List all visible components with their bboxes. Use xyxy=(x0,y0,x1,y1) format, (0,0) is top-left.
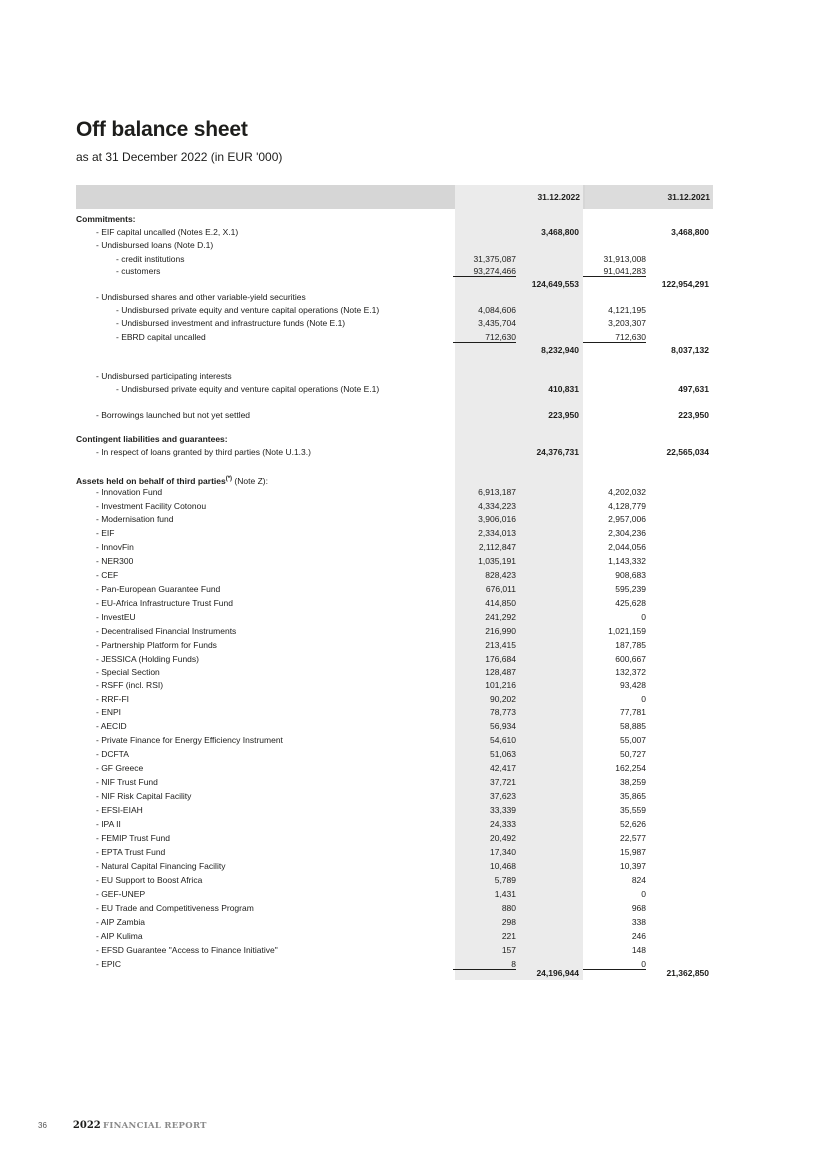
row-label-text: - IPA II xyxy=(96,819,121,829)
table-row xyxy=(0,227,825,238)
report-year: 2022 xyxy=(72,1120,101,1131)
row-label-text: - NIF Risk Capital Facility xyxy=(96,791,192,801)
detail-value-2021: 0 xyxy=(641,889,646,899)
row-label xyxy=(96,903,254,914)
table-row xyxy=(0,266,825,277)
table-row xyxy=(0,640,825,651)
page-number: 36 xyxy=(38,1121,47,1130)
row-label-text: - GF Greece xyxy=(96,763,144,773)
row-label xyxy=(96,487,162,498)
detail-value-2021: 35,559 xyxy=(620,805,646,815)
row-label-text: - Undisbursed shares and other variable-yield securities xyxy=(96,292,306,302)
detail-value-2022: 213,415 xyxy=(485,640,516,650)
table-row xyxy=(0,707,825,718)
table-row xyxy=(0,875,825,886)
row-label xyxy=(96,945,278,956)
total-value-2022: 24,376,731 xyxy=(536,447,579,457)
row-label-text: Contingent liabilities and guarantees: xyxy=(76,434,228,444)
detail-value-2021: 2,304,236 xyxy=(608,528,646,538)
table-row xyxy=(0,570,825,581)
detail-value-2022: 10,468 xyxy=(490,861,516,871)
detail-value-2021: 1,143,332 xyxy=(608,556,646,566)
row-label-text: - Partnership Platform for Funds xyxy=(96,640,217,650)
table-row xyxy=(0,584,825,595)
detail-value-2021: 1,021,159 xyxy=(608,626,646,636)
table-row xyxy=(0,968,825,979)
detail-value-2021: 10,397 xyxy=(620,861,646,871)
table-row xyxy=(0,833,825,844)
detail-value-2022: 176,684 xyxy=(485,654,516,664)
row-label xyxy=(76,434,228,445)
table-row xyxy=(0,626,825,637)
detail-value-2022: 42,417 xyxy=(490,763,516,773)
table-row xyxy=(0,410,825,421)
row-label-text: - Undisbursed private equity and venture capital operations (Note E.1) xyxy=(116,384,380,394)
page-subtitle: as at 31 December 2022 (in EUR '000) xyxy=(76,150,283,164)
row-label-text: - credit institutions xyxy=(116,254,185,264)
row-label-text: - Undisbursed loans (Note D.1) xyxy=(96,240,214,250)
row-label xyxy=(96,654,199,665)
detail-value-2021: 93,428 xyxy=(620,680,646,690)
total-value-2022: 24,196,944 xyxy=(536,968,579,978)
row-label-text: - Modernisation fund xyxy=(96,514,174,524)
detail-value-2022: 31,375,087 xyxy=(473,254,516,264)
table-row xyxy=(0,777,825,788)
detail-value-2021: 338 xyxy=(631,917,646,927)
total-value-2021: 22,565,034 xyxy=(666,447,709,457)
detail-value-2021: 3,203,307 xyxy=(608,318,646,328)
row-label xyxy=(96,292,306,303)
row-label xyxy=(96,931,143,942)
row-label xyxy=(96,612,136,623)
page-footer xyxy=(38,1120,207,1131)
detail-value-2021: 55,007 xyxy=(620,735,646,745)
detail-value-2022: 93,274,466 xyxy=(453,266,516,277)
row-label xyxy=(96,847,165,858)
table-row xyxy=(0,384,825,395)
detail-value-2022: 3,906,016 xyxy=(478,514,516,524)
detail-value-2021: 77,781 xyxy=(620,707,646,717)
table-row xyxy=(0,889,825,900)
row-label xyxy=(96,763,143,774)
table-row xyxy=(0,721,825,732)
row-label-text: Commitments: xyxy=(76,214,136,224)
detail-value-2022: 414,850 xyxy=(485,598,516,608)
row-label-text: - InvestEU xyxy=(96,612,136,622)
row-label-text: - Innovation Fund xyxy=(96,487,163,497)
detail-value-2021: 600,667 xyxy=(615,654,646,664)
row-label-text: - Private Finance for Energy Efficiency Instrument xyxy=(96,735,283,745)
detail-value-2021: 58,885 xyxy=(620,721,646,731)
row-label-text: - EFSI-EIAH xyxy=(96,805,143,815)
row-label xyxy=(96,777,158,788)
row-label-text: - EU-Africa Infrastructure Trust Fund xyxy=(96,598,233,608)
row-label-text: - RRF-FI xyxy=(96,694,130,704)
row-label-text: - JESSICA (Holding Funds) xyxy=(96,654,199,664)
row-label-text: - EIF capital uncalled (Notes E.2, X.1) xyxy=(96,227,239,237)
detail-value-2022: 24,333 xyxy=(490,819,516,829)
detail-value-2021: 4,128,779 xyxy=(608,501,646,511)
detail-value-2021: 31,913,008 xyxy=(603,254,646,264)
detail-value-2022: 4,084,606 xyxy=(478,305,516,315)
row-label xyxy=(96,598,233,609)
detail-value-2021: 4,121,195 xyxy=(608,305,646,315)
row-label xyxy=(96,447,311,458)
row-label-text: - EPIC xyxy=(96,959,122,969)
table-row xyxy=(0,332,825,343)
row-label-text: - EBRD capital uncalled xyxy=(116,332,206,342)
detail-value-2021: 0 xyxy=(641,612,646,622)
total-value-2022: 410,831 xyxy=(548,384,579,394)
row-label xyxy=(96,791,191,802)
detail-value-2022: 2,334,013 xyxy=(478,528,516,538)
column-header-2022: 31.12.2022 xyxy=(537,192,580,202)
total-value-2022: 223,950 xyxy=(548,410,579,420)
detail-value-2022: 828,423 xyxy=(485,570,516,580)
row-label-text: - NER300 xyxy=(96,556,134,566)
row-label-text: Assets held on behalf of third parties xyxy=(76,475,226,486)
footnote-marker: (*) xyxy=(225,476,233,482)
detail-value-2022: 216,990 xyxy=(485,626,516,636)
table-row xyxy=(0,931,825,942)
detail-value-2021: 712,630 xyxy=(583,332,646,343)
row-label xyxy=(96,528,114,539)
table-row xyxy=(0,735,825,746)
row-label-text: - ENPI xyxy=(96,707,122,717)
row-label-text: - Undisbursed private equity and venture capital operations (Note E.1) xyxy=(116,305,380,315)
row-label-text: - DCFTA xyxy=(96,749,129,759)
detail-value-2022: 6,913,187 xyxy=(478,487,516,497)
row-label xyxy=(96,735,283,746)
table-row xyxy=(0,819,825,830)
detail-value-2021: 187,785 xyxy=(615,640,646,650)
page-title: Off balance sheet xyxy=(76,118,248,141)
row-label-text: - CEF xyxy=(96,570,119,580)
row-label xyxy=(96,626,236,637)
table-row xyxy=(0,542,825,553)
row-label xyxy=(96,680,163,691)
row-label-text: - EIF xyxy=(96,528,115,538)
table-row xyxy=(0,917,825,928)
total-value-2022: 124,649,553 xyxy=(531,279,579,289)
row-label xyxy=(96,833,170,844)
row-label xyxy=(96,805,143,816)
detail-value-2022: 56,934 xyxy=(490,721,516,731)
table-row xyxy=(0,598,825,609)
row-label-text: - Investment Facility Cotonou xyxy=(96,501,207,511)
row-label-text: - Natural Capital Financing Facility xyxy=(96,861,226,871)
detail-value-2022: 2,112,847 xyxy=(478,542,516,552)
detail-value-2021: 35,865 xyxy=(620,791,646,801)
detail-value-2021: 22,577 xyxy=(620,833,646,843)
detail-value-2022: 712,630 xyxy=(453,332,516,343)
row-label-text: - Special Section xyxy=(96,667,160,677)
detail-value-2021: 15,987 xyxy=(620,847,646,857)
row-label xyxy=(96,749,129,760)
row-label xyxy=(96,707,121,718)
row-label xyxy=(116,384,379,395)
row-label-text: - RSFF (incl. RSI) xyxy=(96,680,164,690)
row-label xyxy=(96,667,160,678)
detail-value-2022: 37,721 xyxy=(490,777,516,787)
row-label-text: - EFSD Guarantee "Access to Finance Initiative" xyxy=(96,945,278,955)
row-label-text: - EU Support to Boost Africa xyxy=(96,875,203,885)
detail-value-2021: 824 xyxy=(631,875,646,885)
row-label xyxy=(96,721,127,732)
row-label-text: - AIP Kulima xyxy=(96,931,143,941)
table-row xyxy=(0,345,825,356)
table-row xyxy=(0,680,825,691)
detail-value-2021: 246 xyxy=(631,931,646,941)
table-row xyxy=(0,945,825,956)
detail-value-2022: 90,202 xyxy=(490,694,516,704)
detail-value-2022: 101,216 xyxy=(485,680,516,690)
row-label-text: - Decentralised Financial Instruments xyxy=(96,626,237,636)
detail-value-2021: 162,254 xyxy=(615,763,646,773)
report-title: FINANCIAL REPORT xyxy=(102,1121,207,1131)
row-label xyxy=(76,474,268,487)
detail-value-2022: 8 xyxy=(453,959,516,970)
table-row xyxy=(0,214,825,225)
table-row xyxy=(0,612,825,623)
table-row xyxy=(0,694,825,705)
row-label xyxy=(96,556,133,567)
row-label-text: - Pan-European Guarantee Fund xyxy=(96,584,221,594)
row-label xyxy=(116,254,185,265)
total-value-2021: 3,468,800 xyxy=(671,227,709,237)
row-label xyxy=(96,694,129,705)
row-label-text: - InnovFin xyxy=(96,542,134,552)
table-row xyxy=(0,305,825,316)
table-row xyxy=(0,763,825,774)
table-row xyxy=(0,847,825,858)
table-row xyxy=(0,254,825,265)
total-value-2021: 8,037,132 xyxy=(671,345,709,355)
total-value-2021: 122,954,291 xyxy=(661,279,709,289)
total-value-2022: 8,232,940 xyxy=(541,345,579,355)
detail-value-2021: 595,239 xyxy=(615,584,646,594)
row-label-text: - AECID xyxy=(96,721,127,731)
table-row xyxy=(0,447,825,458)
row-label xyxy=(96,875,202,886)
row-label xyxy=(96,227,238,238)
table-row xyxy=(0,805,825,816)
table-row xyxy=(0,903,825,914)
row-label-text: - FEMIP Trust Fund xyxy=(96,833,171,843)
row-label xyxy=(96,371,232,382)
row-label-text: - Borrowings launched but not yet settled xyxy=(96,410,251,420)
row-label-text: - NIF Trust Fund xyxy=(96,777,158,787)
row-label xyxy=(96,570,118,581)
detail-value-2021: 91,041,283 xyxy=(583,266,646,277)
row-label-text: - EPTA Trust Fund xyxy=(96,847,166,857)
table-row xyxy=(0,292,825,303)
detail-value-2022: 1,035,191 xyxy=(478,556,516,566)
row-label-note: (Note Z): xyxy=(232,475,268,486)
table-row xyxy=(0,556,825,567)
table-row xyxy=(0,749,825,760)
detail-value-2022: 17,340 xyxy=(490,847,516,857)
table-row xyxy=(0,501,825,512)
detail-value-2021: 2,044,056 xyxy=(608,542,646,552)
total-value-2021: 497,631 xyxy=(678,384,709,394)
detail-value-2021: 4,202,032 xyxy=(608,487,646,497)
row-label xyxy=(96,410,250,421)
detail-value-2022: 128,487 xyxy=(485,667,516,677)
detail-value-2022: 241,292 xyxy=(485,612,516,622)
detail-value-2021: 2,957,006 xyxy=(608,514,646,524)
total-value-2021: 21,362,850 xyxy=(666,968,709,978)
detail-value-2022: 3,435,704 xyxy=(478,318,516,328)
table-row xyxy=(0,654,825,665)
detail-value-2021: 52,626 xyxy=(620,819,646,829)
detail-value-2022: 20,492 xyxy=(490,833,516,843)
detail-value-2021: 425,628 xyxy=(615,598,646,608)
detail-value-2021: 50,727 xyxy=(620,749,646,759)
row-label xyxy=(76,214,136,225)
detail-value-2022: 5,789 xyxy=(494,875,516,885)
total-value-2022: 3,468,800 xyxy=(541,227,579,237)
detail-value-2022: 298 xyxy=(501,917,516,927)
detail-value-2021: 0 xyxy=(641,694,646,704)
table-row xyxy=(0,667,825,678)
table-row xyxy=(0,318,825,329)
detail-value-2021: 0 xyxy=(583,959,646,970)
total-value-2021: 223,950 xyxy=(678,410,709,420)
row-label xyxy=(96,542,134,553)
row-label-text: - Undisbursed participating interests xyxy=(96,371,232,381)
detail-value-2022: 221 xyxy=(501,931,516,941)
row-label xyxy=(96,240,213,251)
row-label xyxy=(116,318,345,329)
detail-value-2022: 78,773 xyxy=(490,707,516,717)
row-label xyxy=(96,819,121,830)
row-label xyxy=(96,640,217,651)
row-label xyxy=(96,514,174,525)
row-label-text: - GEF-UNEP xyxy=(96,889,146,899)
detail-value-2022: 37,623 xyxy=(490,791,516,801)
detail-value-2022: 4,334,223 xyxy=(478,501,516,511)
table-row xyxy=(0,434,825,445)
row-label xyxy=(96,917,145,928)
table-row xyxy=(0,240,825,251)
row-label-text: - EU Trade and Competitiveness Program xyxy=(96,903,254,913)
detail-value-2022: 33,339 xyxy=(490,805,516,815)
detail-value-2021: 968 xyxy=(631,903,646,913)
row-label xyxy=(116,305,379,316)
table-row xyxy=(0,514,825,525)
detail-value-2022: 157 xyxy=(501,945,516,955)
row-label-text: - Undisbursed investment and infrastructure funds (Note E.1) xyxy=(116,318,346,328)
row-label xyxy=(96,861,225,872)
row-label-text: - AIP Zambia xyxy=(96,917,145,927)
row-label xyxy=(96,889,145,900)
column-header-2021: 31.12.2021 xyxy=(667,192,710,202)
row-label xyxy=(96,501,206,512)
detail-value-2021: 38,259 xyxy=(620,777,646,787)
table-row xyxy=(0,861,825,872)
table-row xyxy=(0,528,825,539)
detail-value-2022: 1,431 xyxy=(494,889,516,899)
row-label xyxy=(96,584,220,595)
row-label xyxy=(116,332,206,343)
table-row xyxy=(0,791,825,802)
row-label-text: - In respect of loans granted by third parties (Note U.1.3.) xyxy=(96,447,311,457)
row-label xyxy=(116,266,160,277)
table-row xyxy=(0,371,825,382)
table-row xyxy=(0,487,825,498)
detail-value-2021: 148 xyxy=(631,945,646,955)
table-row xyxy=(0,279,825,290)
row-label-text: - customers xyxy=(116,266,161,276)
detail-value-2022: 676,011 xyxy=(485,584,516,594)
detail-value-2022: 54,610 xyxy=(490,735,516,745)
detail-value-2021: 132,372 xyxy=(615,667,646,677)
table-row xyxy=(0,474,825,485)
detail-value-2021: 908,683 xyxy=(615,570,646,580)
detail-value-2022: 51,063 xyxy=(490,749,516,759)
detail-value-2022: 880 xyxy=(501,903,516,913)
